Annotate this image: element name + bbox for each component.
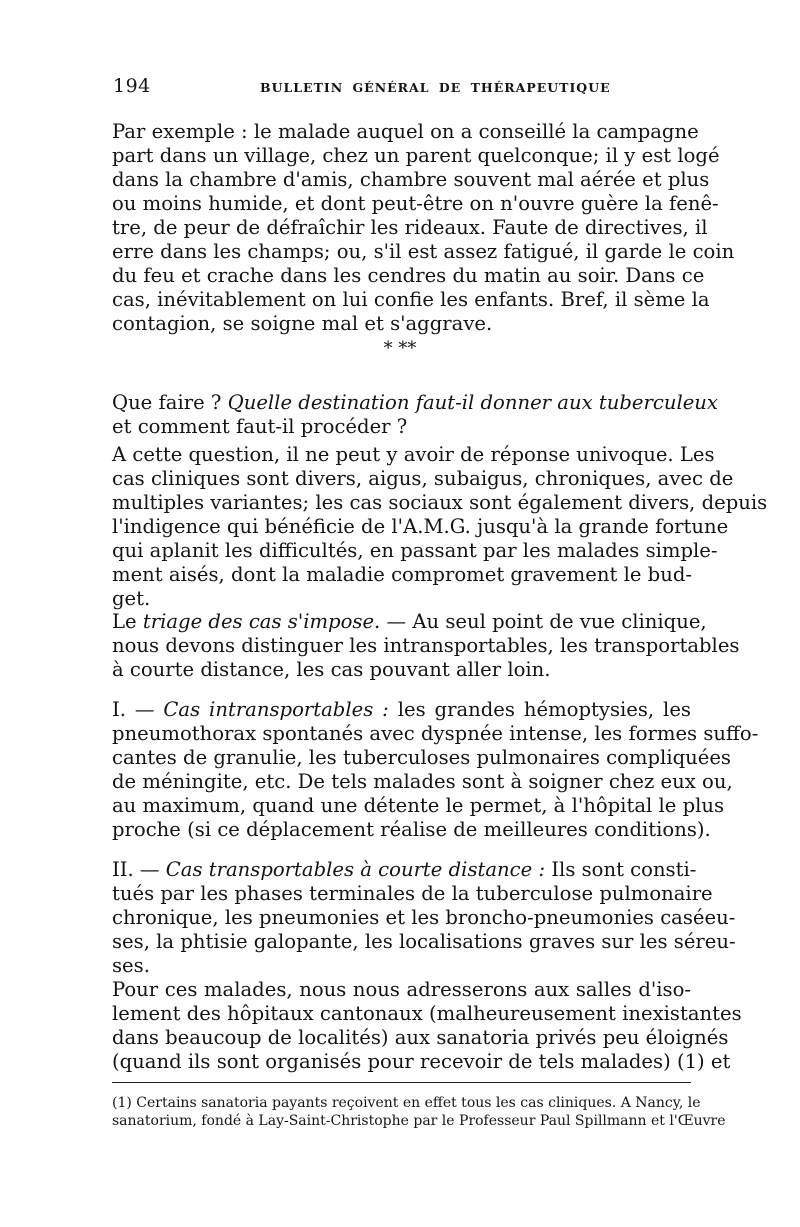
section1-line-4: de méningite, etc. De tels malades sont à soigner chez eux ou, (112, 770, 733, 793)
triage-rest: — Au seul point de vue clinique, (380, 610, 707, 633)
triage-italic: triage des cas s'impose. (142, 610, 381, 633)
section-asterism: * ** (383, 338, 417, 359)
para3-line-2: lement des hôpitaux cantonaux (malheureusement inexistantes (112, 1002, 742, 1025)
para1-line-9: contagion, se soigne mal et s'aggrave. (112, 312, 493, 335)
section1-line-5: au maximum, quand une détente le permet, à l'hôpital le plus (112, 794, 725, 817)
para2-line-6: ment aisés, dont la maladie compromet gravement le bud- (112, 563, 692, 586)
question-italic: Quelle destination faut-il donner aux tuberculeux (227, 391, 718, 414)
para1-line-8: cas, inévitablement on lui confie les enfants. Bref, il sème la (112, 288, 710, 311)
section1-lead: I. — (112, 698, 164, 721)
para3-line-1: Pour ces malades, nous nous adresserons aux salles d'iso- (112, 978, 691, 1001)
triage-lead: Le (112, 610, 143, 633)
para1-line-2: part dans un village, chez un parent quelconque; il y est logé (112, 144, 720, 167)
section1-rest: les grandes hémoptysies, les (388, 698, 691, 721)
para2-line-1: A cette question, il ne peut y avoir de réponse univoque. Les (112, 443, 715, 466)
section2-rest: Ils sont consti- (545, 858, 697, 881)
triage-line-3: à courte distance, les cas pouvant aller loin. (112, 658, 551, 681)
para3-line-3: dans beaucoup de localités) aux sanatoria privés peu éloignés (112, 1026, 729, 1049)
footnote-rule (112, 1082, 691, 1083)
para1-line-7: du feu et crache dans les cendres du matin au soir. Dans ce (112, 264, 705, 287)
para1-line-3: dans la chambre d'amis, chambre souvent mal aérée et plus (112, 168, 710, 191)
section1-line-1 (112, 698, 691, 722)
section2-line-2: tués par les phases terminales de la tuberculose pulmonaire (112, 882, 713, 905)
section2-lead: II. — (112, 858, 166, 881)
section1-line-3: cantes de granulie, les tuberculoses pulmonaires compliquées (112, 746, 731, 769)
para3-line-4: (quand ils sont organisés pour recevoir de tels malades) (1) et (112, 1050, 731, 1073)
section2-line-3: chronique, les pneumonies et les broncho-pneumonies caséeu- (112, 906, 736, 929)
page-header (0, 75, 800, 105)
footnote-line-1: (1) Certains sanatoria payants reçoivent en effet tous les cas cliniques. A Nancy, le (112, 1095, 701, 1111)
para2-line-4: l'indigence qui bénéficie de l'A.M.G. jusqu'à la grande fortune (112, 515, 729, 538)
section2-line-4: ses, la phtisie galopante, les localisations graves sur les séreu- (112, 930, 736, 953)
para2-line-7: get. (112, 587, 151, 610)
running-title: BULLETIN GÉNÉRAL DE THÉRAPEUTIQUE (260, 80, 611, 95)
para2-line-5: qui aplanit les difficultés, en passant par les malades simple- (112, 539, 718, 562)
section1-line-6: proche (si ce déplacement réalise de meilleures conditions). (112, 818, 711, 841)
question-lead: Que faire ? (112, 391, 228, 414)
section2-line-1 (112, 858, 697, 882)
triage-line-2: nous devons distinguer les intransportables, les transportables (112, 634, 740, 657)
section1-line-2: pneumothorax spontanés avec dyspnée intense, les formes suffo- (112, 722, 759, 745)
question-line-2: et comment faut-il procéder ? (112, 415, 408, 438)
para2-line-2: cas cliniques sont divers, aigus, subaigus, chroniques, avec de (112, 467, 734, 490)
triage-line-1 (112, 610, 707, 634)
footnote-line-2: sanatorium, fondé à Lay-Saint-Christophe par le Professeur Paul Spillmann et l'Œuvre (112, 1113, 726, 1129)
section2-line-5: ses. (112, 954, 150, 977)
para1-line-6: erre dans les champs; ou, s'il est assez fatigué, il garde le coin (112, 240, 735, 263)
para1-line-1: Par exemple : le malade auquel on a conseillé la campagne (112, 120, 699, 143)
para1-line-5: tre, de peur de défraîchir les rideaux. Faute de directives, il (112, 216, 708, 239)
para1-line-4: ou moins humide, et dont peut-être on n'ouvre guère la fenê- (112, 192, 719, 215)
section1-heading: Cas intransportables : (163, 698, 389, 721)
page-number: 194 (113, 75, 151, 97)
para2-line-3: multiples variantes; les cas sociaux sont également divers, depuis (112, 491, 768, 514)
section2-heading: Cas transportables à courte distance : (165, 858, 546, 881)
question-line-1 (112, 391, 718, 415)
